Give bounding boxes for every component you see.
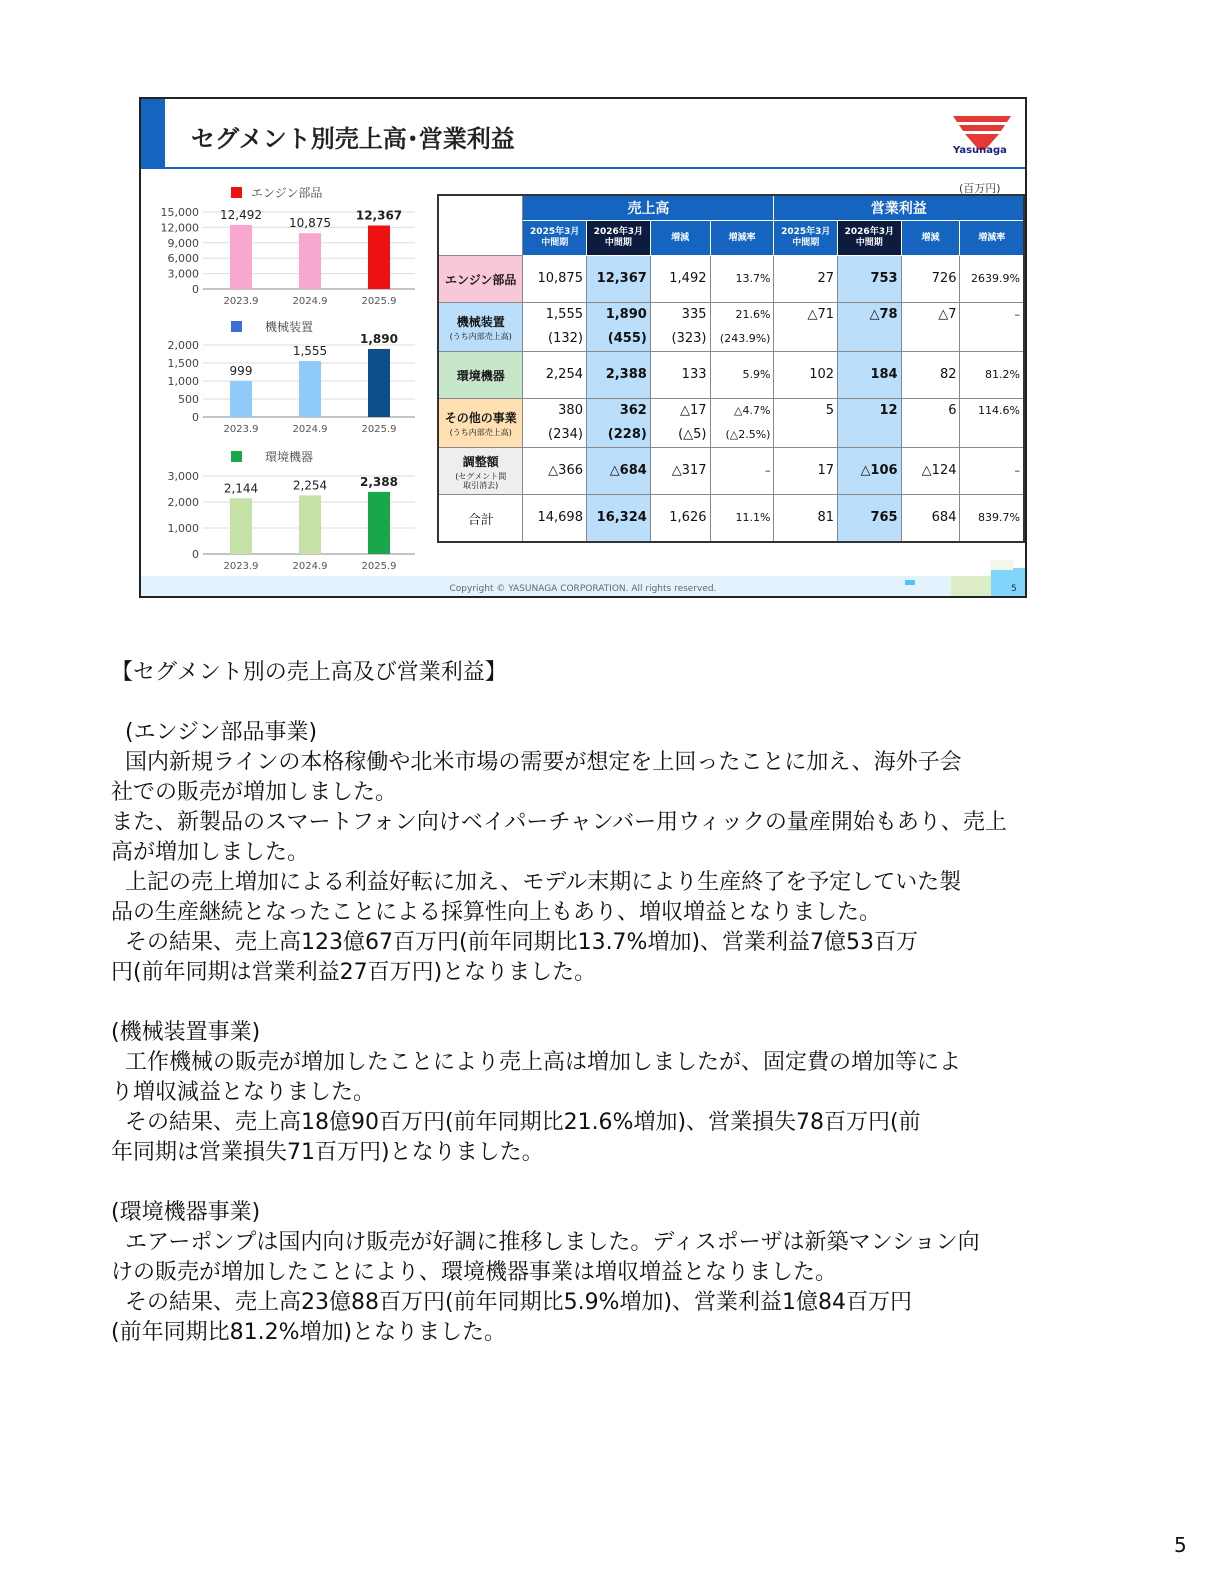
- bar-value-label: 2,254: [292, 478, 328, 493]
- subheader-cell: 増減率: [960, 221, 1024, 256]
- bar-value-label: 12,492: [220, 207, 262, 222]
- table-cell: △7: [901, 303, 960, 352]
- x-tick-label: 2025.9: [361, 296, 397, 307]
- subheader-row: [438, 221, 1024, 256]
- table-cell: △78: [838, 303, 902, 352]
- y-tick-label: 0: [192, 548, 199, 561]
- chart-legend-label: エンジン部品: [251, 186, 323, 200]
- commentary-machine: (機械装置事業) 工作機械の販売が増加したことにより売上高は増加しましたが、固定費の増加等によ り増収減益となりました。 その結果、売上高18億90百万円(前年同期比21.6%増加)、営業損失78百万円(前 年同期は営業損失71百万円)となりました。: [111, 1020, 962, 1165]
- table-body: [438, 256, 1024, 543]
- bar-value-label: 2,388: [360, 474, 398, 489]
- table-cell: 5: [774, 399, 838, 448]
- row-label: その他の事業 (うち内部売上高): [438, 399, 523, 448]
- y-tick-label: 1,000: [167, 375, 199, 388]
- x-tick-label: 2023.9: [223, 424, 259, 435]
- y-tick-label: 6,000: [167, 252, 199, 266]
- table-row: [438, 303, 1024, 352]
- table-cell: 27: [774, 256, 838, 303]
- bar-value-label: 1,555: [292, 344, 328, 359]
- y-tick-label: 3,000: [167, 267, 199, 281]
- table-cell: 2,388: [586, 352, 650, 399]
- table-cell: 380 (234): [523, 399, 587, 448]
- y-tick-label: 9,000: [167, 236, 199, 250]
- x-tick-label: 2025.9: [361, 561, 397, 572]
- table-row: [438, 399, 1024, 448]
- segment-commentary: [111, 658, 1071, 1348]
- commentary-heading: 【セグメント別の売上高及び営業利益】: [111, 660, 507, 685]
- table-cell: 12,367: [586, 256, 650, 303]
- x-tick-label: 2024.9: [292, 296, 328, 307]
- table-cell: 2,254: [523, 352, 587, 399]
- bar: [230, 498, 252, 554]
- table-cell: △317: [650, 448, 710, 495]
- table-cell: △71: [774, 303, 838, 352]
- bar: [368, 492, 390, 554]
- subheader-cell: 増減: [901, 221, 960, 256]
- y-tick-label: 2,000: [167, 496, 199, 509]
- table-cell: 82: [901, 352, 960, 399]
- table-cell: 2639.9%: [960, 256, 1024, 303]
- table-cell: –: [710, 448, 774, 495]
- table-cell: 133: [650, 352, 710, 399]
- table-cell: 1,626: [650, 495, 710, 543]
- subheader-cell: 2026年3月 中間期: [838, 221, 902, 256]
- table-cell: 765: [838, 495, 902, 543]
- bar-value-label: 999: [229, 364, 253, 379]
- commentary-environment: (環境機器事業) エアーポンプは国内向け販売が好調に推移しました。ディスポーザは新築マンション向 けの販売が増加したことにより、環境機器事業は増収増益となりました。 その結果、売上高23億88百万円(前年同期比5.9%増加)、営業利益1億84百万円 (前年同期比81.2%増加)となりました。: [111, 1200, 980, 1345]
- table-cell: 726: [901, 256, 960, 303]
- row-label: 合計: [438, 495, 523, 543]
- slide-title: セグメント別売上高･営業利益: [191, 125, 515, 153]
- table-row: [438, 495, 1024, 543]
- y-tick-label: 500: [178, 393, 199, 406]
- table-cell: △124: [901, 448, 960, 495]
- table-cell: 1,890 (455): [586, 303, 650, 352]
- chart-legend-label: 環境機器: [265, 450, 314, 464]
- x-tick-label: 2023.9: [223, 296, 259, 307]
- table-cell: 81: [774, 495, 838, 543]
- subheader-cell: 増減率: [710, 221, 774, 256]
- logo-text: Yasunaga: [953, 145, 1007, 156]
- table-cell: 14,698: [523, 495, 587, 543]
- chart-legend-label: 機械装置: [265, 320, 314, 334]
- y-tick-label: 0: [192, 411, 199, 424]
- bar-value-label: 10,875: [289, 216, 331, 231]
- x-tick-label: 2024.9: [292, 561, 328, 572]
- table-cell: 114.6%: [960, 399, 1024, 448]
- table-cell: 6: [901, 399, 960, 448]
- table-corner: [438, 195, 523, 256]
- table-cell: 12: [838, 399, 902, 448]
- segment-table: [437, 194, 1025, 543]
- header-profit: 営業利益: [774, 195, 1024, 221]
- table-cell: △366: [523, 448, 587, 495]
- table-row: [438, 352, 1024, 399]
- x-tick-label: 2024.9: [292, 424, 328, 435]
- y-tick-label: 0: [192, 283, 199, 296]
- segment-bar-chart: [141, 99, 431, 579]
- subheader-cell: 2025年3月 中間期: [523, 221, 587, 256]
- y-tick-label: 15,000: [160, 206, 199, 219]
- x-tick-label: 2025.9: [361, 424, 397, 435]
- slide: [139, 97, 1027, 598]
- y-tick-label: 3,000: [167, 470, 199, 483]
- table-cell: 16,324: [586, 495, 650, 543]
- table-row: [438, 448, 1024, 495]
- table-cell: △684: [586, 448, 650, 495]
- subheader-cell: 増減: [650, 221, 710, 256]
- table-cell: 839.7%: [960, 495, 1024, 543]
- subheader-cell: 2026年3月 中間期: [586, 221, 650, 256]
- subheader-cell: 2025年3月 中間期: [774, 221, 838, 256]
- header-sales: 売上高: [523, 195, 774, 221]
- row-label: 調整額 (セグメント間 取引消去): [438, 448, 523, 495]
- table-cell: △17 (△5): [650, 399, 710, 448]
- table-cell: 5.9%: [710, 352, 774, 399]
- table-cell: –: [960, 303, 1024, 352]
- table-cell: –: [960, 448, 1024, 495]
- table-cell: 21.6% (243.9%): [710, 303, 774, 352]
- table-cell: 102: [774, 352, 838, 399]
- table-cell: 1,555 (132): [523, 303, 587, 352]
- table-cell: △4.7% (△2.5%): [710, 399, 774, 448]
- commentary-engine: (エンジン部品事業) 国内新規ラインの本格稼働や北米市場の需要が想定を上回ったことに加え、海外子会 社での販売が増加しました。 また、新製品のスマートフォン向けベイパーチャンバー用ウィックの量産開始もあり、売上 高が増加しました。 上記の売上増加による利益好転に加え、モデル末期により生産終了を予定していた製 品の生産継続となったことによる採算性向上もあり、増収増益となりました。 その結果、売上高123億67百万円(前年同期比13.7%増加)、営業利益7億53百万 円(前年同期は営業利益27百万円)となりました。: [111, 720, 1007, 985]
- table-cell: 10,875: [523, 256, 587, 303]
- x-tick-label: 2023.9: [223, 561, 259, 572]
- table-cell: 684: [901, 495, 960, 543]
- table-cell: 1,492: [650, 256, 710, 303]
- table-cell: 81.2%: [960, 352, 1024, 399]
- copyright: Copyright © YASUNAGA CORPORATION. All rights reserved.: [449, 584, 717, 594]
- unit-label: (百万円): [959, 182, 1001, 195]
- table-cell: 362 (228): [586, 399, 650, 448]
- row-label: エンジン部品: [438, 256, 523, 303]
- table-cell: 11.1%: [710, 495, 774, 543]
- page-number: 5: [1174, 1533, 1187, 1557]
- slide-page-number: 5: [1011, 584, 1017, 594]
- table-cell: 184: [838, 352, 902, 399]
- table-cell: 17: [774, 448, 838, 495]
- table-cell: 753: [838, 256, 902, 303]
- row-label: 環境機器: [438, 352, 523, 399]
- y-tick-label: 12,000: [160, 221, 199, 235]
- y-tick-label: 2,000: [167, 339, 199, 352]
- bar-value-label: 1,890: [360, 331, 398, 346]
- table-cell: 335 (323): [650, 303, 710, 352]
- bar-value-label: 12,367: [355, 208, 403, 223]
- row-label: 機械装置 (うち内部売上高): [438, 303, 523, 352]
- bar-value-label: 2,144: [223, 481, 259, 496]
- y-tick-label: 1,500: [167, 357, 199, 370]
- y-tick-label: 1,000: [167, 522, 199, 535]
- table-cell: 13.7%: [710, 256, 774, 303]
- table-cell: △106: [838, 448, 902, 495]
- bar: [299, 495, 321, 554]
- table-row: [438, 256, 1024, 303]
